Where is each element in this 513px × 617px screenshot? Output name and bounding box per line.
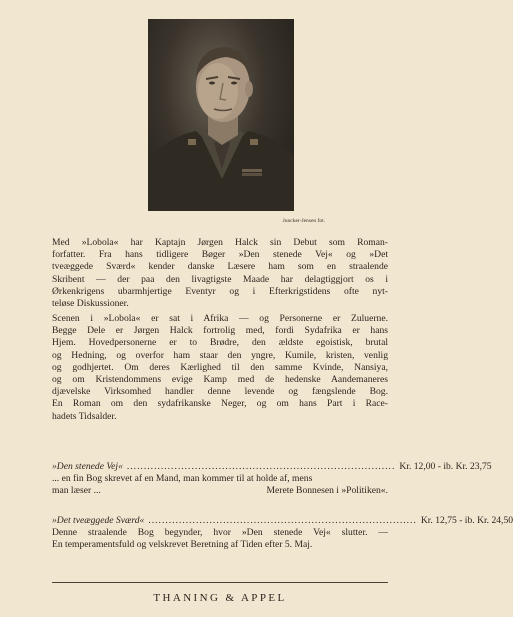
text-line: Skribent — der paa den livagtigste Maade har delagtiggjort os i <box>52 273 388 285</box>
text-line: Ørkenkrigens ubarmhjertige Eventyr og i Efterkrigstidens ofte nyt- <box>52 285 388 297</box>
text-line: En Roman om den sydafrikanske Neger, og om hans Part i Race- <box>52 398 388 410</box>
price-row <box>52 515 513 527</box>
price-row <box>52 461 492 473</box>
book-price: Kr. 12,00 - ib. Kr. 23,75 <box>399 461 492 472</box>
text-line: og Hedning, og overfor ham staar den yngre, Kumile, kristen, venlig <box>52 349 388 361</box>
plot-paragraph <box>52 313 388 423</box>
text-line: djævelske Virksomhed handler denne levende og fængslende Bog. <box>52 386 388 398</box>
portrait-image <box>148 19 294 211</box>
book-title: »Den stenede Vej« <box>52 461 123 472</box>
text-line: Begge Dele er Jørgen Halck fortrolig med, fordi Sydafrika er hans <box>52 325 388 337</box>
book-entry-den-stenede-vej <box>52 461 492 498</box>
book-entry-det-tveaeggede-svaerd <box>52 515 513 552</box>
photo-credit: Juncker-Jensen fot. <box>282 218 325 224</box>
text-line: og om Kristendommens evige Kamp med de hedenske Aandemaneres <box>52 373 388 385</box>
text-line: teløse Diskussioner. <box>52 297 129 309</box>
desc-line: Denne straalende Bog begynder, hvor »Den stenede Vej« slutter. — <box>52 527 388 539</box>
text-line: Med »Lobola« har Kaptajn Jørgen Halck sin Debut som Roman- <box>52 237 388 248</box>
intro-paragraph <box>52 237 388 310</box>
text-line: Hjem. Hovedpersonerne er to Brødre, den ældste egoistisk, brutal <box>52 337 388 349</box>
desc-line: En temperamentsfuld og velskrevet Beretning af Tiden efter 5. Maj. <box>52 539 313 551</box>
book-title: »Det tveæggede Sværd« <box>52 515 145 526</box>
text-line: Scenen i »Lobola« er sat i Afrika — og Personerne er Zuluerne. <box>52 313 388 324</box>
text-line: og godhjertet. Om deres Kærlighed til den samme Kvinde, Nansiya, <box>52 361 388 373</box>
publisher-name: THANING & APPEL <box>153 592 287 604</box>
quote-line: man læser ... <box>52 485 101 497</box>
leader-dots: ............................................................................... <box>148 515 417 526</box>
leader-dots: ............................................................................... <box>126 461 396 472</box>
quote-source: Merete Bonnesen i »Politiken«. <box>266 485 388 497</box>
text-line: forfatter. Fra hans tidligere Bøger »Den stenede Vej« og »Det <box>52 249 388 261</box>
divider-rule <box>52 582 388 583</box>
quote-line: ... en fin Bog skrevet af en Mand, man kommer til at holde af, mens <box>52 473 313 485</box>
book-price: Kr. 12,75 - ib. Kr. 24,50 <box>420 515 513 526</box>
text-line: tveæggede Sværd« kender danske Læsere ham som en straalende <box>52 261 388 273</box>
text-line: hadets Tidsalder. <box>52 410 117 422</box>
author-portrait <box>148 19 294 211</box>
